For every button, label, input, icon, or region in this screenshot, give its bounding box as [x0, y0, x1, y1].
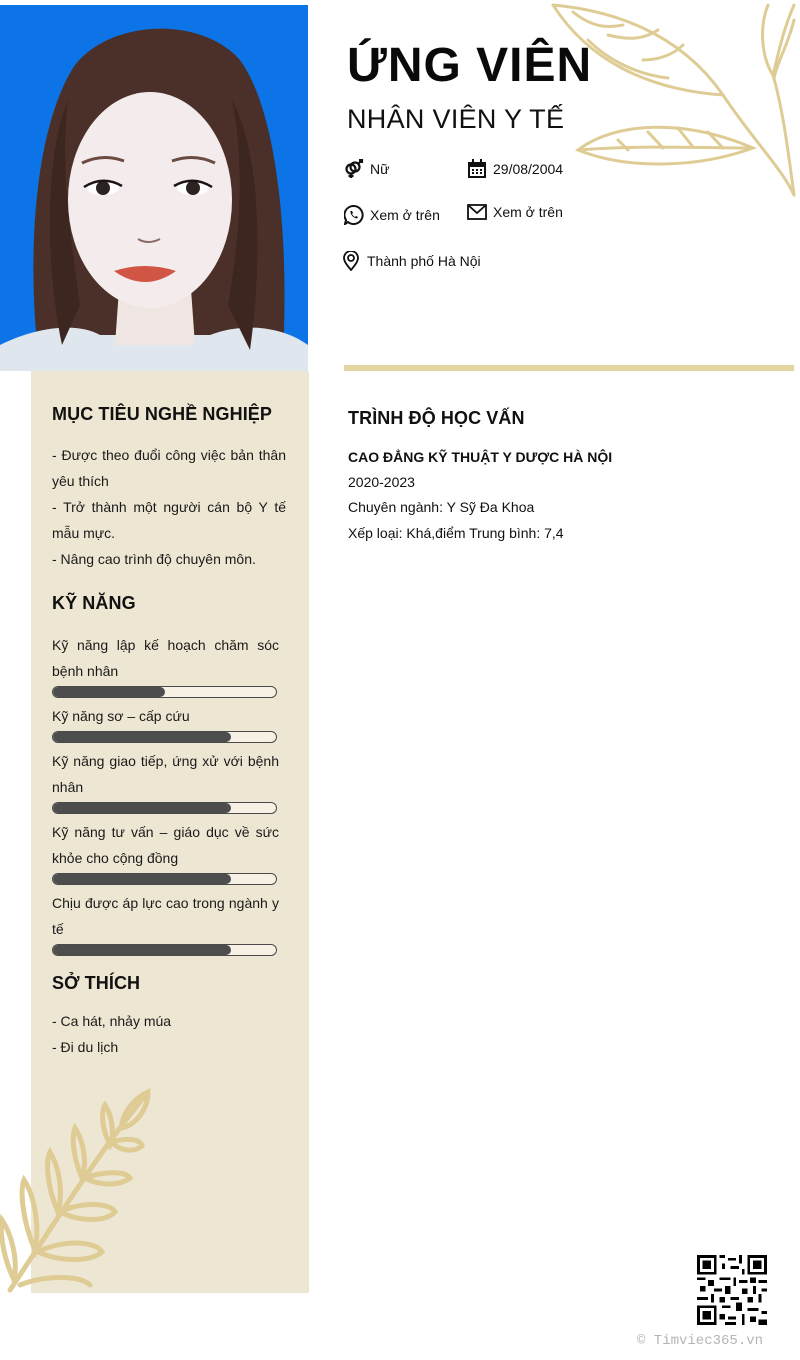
leaf-decoration-icon: [548, 0, 800, 200]
education-school: CAO ĐẲNG KỸ THUẬT Y DƯỢC HÀ NỘI: [348, 449, 613, 465]
objective-list: [52, 442, 286, 572]
hobbies-heading: SỞ THÍCH: [52, 973, 141, 993]
location-icon: [341, 251, 361, 271]
objective-item: - Được theo đuổi công việc bản thân yêu thích: [52, 447, 286, 489]
email-icon: [467, 202, 487, 222]
copyright-text: © Timviec365.vn: [637, 1333, 764, 1349]
address-value: Thành phố Hà Nội: [367, 253, 481, 269]
skill-progress-bar: [52, 802, 277, 814]
phone-icon: [344, 205, 364, 225]
email-value: Xem ở trên: [493, 204, 563, 220]
skill-progress-bar: [52, 731, 277, 743]
qr-code: [697, 1255, 767, 1325]
objective-heading: MỤC TIÊU NGHỀ NGHIỆP: [52, 404, 273, 424]
skill-item: [52, 890, 279, 956]
skill-progress-bar: [52, 686, 277, 698]
birthday-value: 29/08/2004: [493, 161, 564, 177]
hobbies-list: [52, 1008, 171, 1060]
job-title: NHÂN VIÊN Y TẾ: [347, 104, 565, 134]
gender-icon: [344, 159, 364, 179]
skill-item: [52, 632, 279, 698]
phone-value: Xem ở trên: [370, 207, 440, 223]
phone-info: [344, 205, 440, 225]
skill-progress-fill: [53, 732, 231, 742]
skill-name: Kỹ năng lập kế hoạch chăm sóc bệnh nhân: [52, 637, 279, 679]
skill-progress-fill: [53, 687, 165, 697]
skill-name: Kỹ năng giao tiếp, ứng xử với bệnh nhân: [52, 753, 279, 795]
skill-item: [52, 703, 279, 743]
objective-item: - Trở thành một người cán bộ Y tế mẫu mực.: [52, 499, 286, 541]
skill-name: Chịu được áp lực cao trong ngành y tế: [52, 895, 279, 937]
portrait-image: [0, 5, 308, 371]
education-period: 2020-2023: [348, 474, 415, 490]
candidate-name: ỨNG VIÊN: [347, 39, 593, 92]
skill-progress-bar: [52, 944, 277, 956]
skill-progress-fill: [53, 945, 231, 955]
hobby-item: - Đi du lịch: [52, 1039, 119, 1055]
gender-info: [344, 159, 389, 179]
fern-leaf-decoration-icon: [0, 1080, 170, 1295]
skills-list: [52, 632, 279, 961]
gender-value: Nữ: [370, 161, 390, 177]
skill-name: Kỹ năng sơ – cấp cứu: [52, 708, 190, 724]
address-info: [341, 251, 481, 271]
skill-progress-fill: [53, 874, 231, 884]
skill-item: [52, 819, 279, 885]
skill-progress-bar: [52, 873, 277, 885]
birthday-info: [467, 159, 563, 179]
email-info: [467, 202, 563, 222]
education-major: Chuyên ngành: Y Sỹ Đa Khoa: [348, 499, 535, 515]
education-heading: TRÌNH ĐỘ HỌC VẤN: [348, 408, 525, 428]
objective-item: - Nâng cao trình độ chuyên môn.: [52, 551, 256, 567]
skill-name: Kỹ năng tư vấn – giáo dục về sức khỏe cho cộng đồng: [52, 824, 279, 866]
education-grade: Xếp loại: Khá,điểm Trung bình: 7,4: [348, 525, 564, 541]
skills-heading: KỸ NĂNG: [52, 593, 136, 613]
skill-item: [52, 748, 279, 814]
hobby-item: - Ca hát, nhảy múa: [52, 1013, 172, 1029]
calendar-icon: [467, 159, 487, 179]
candidate-photo: [0, 5, 308, 371]
skill-progress-fill: [53, 803, 231, 813]
section-divider: [344, 365, 794, 371]
